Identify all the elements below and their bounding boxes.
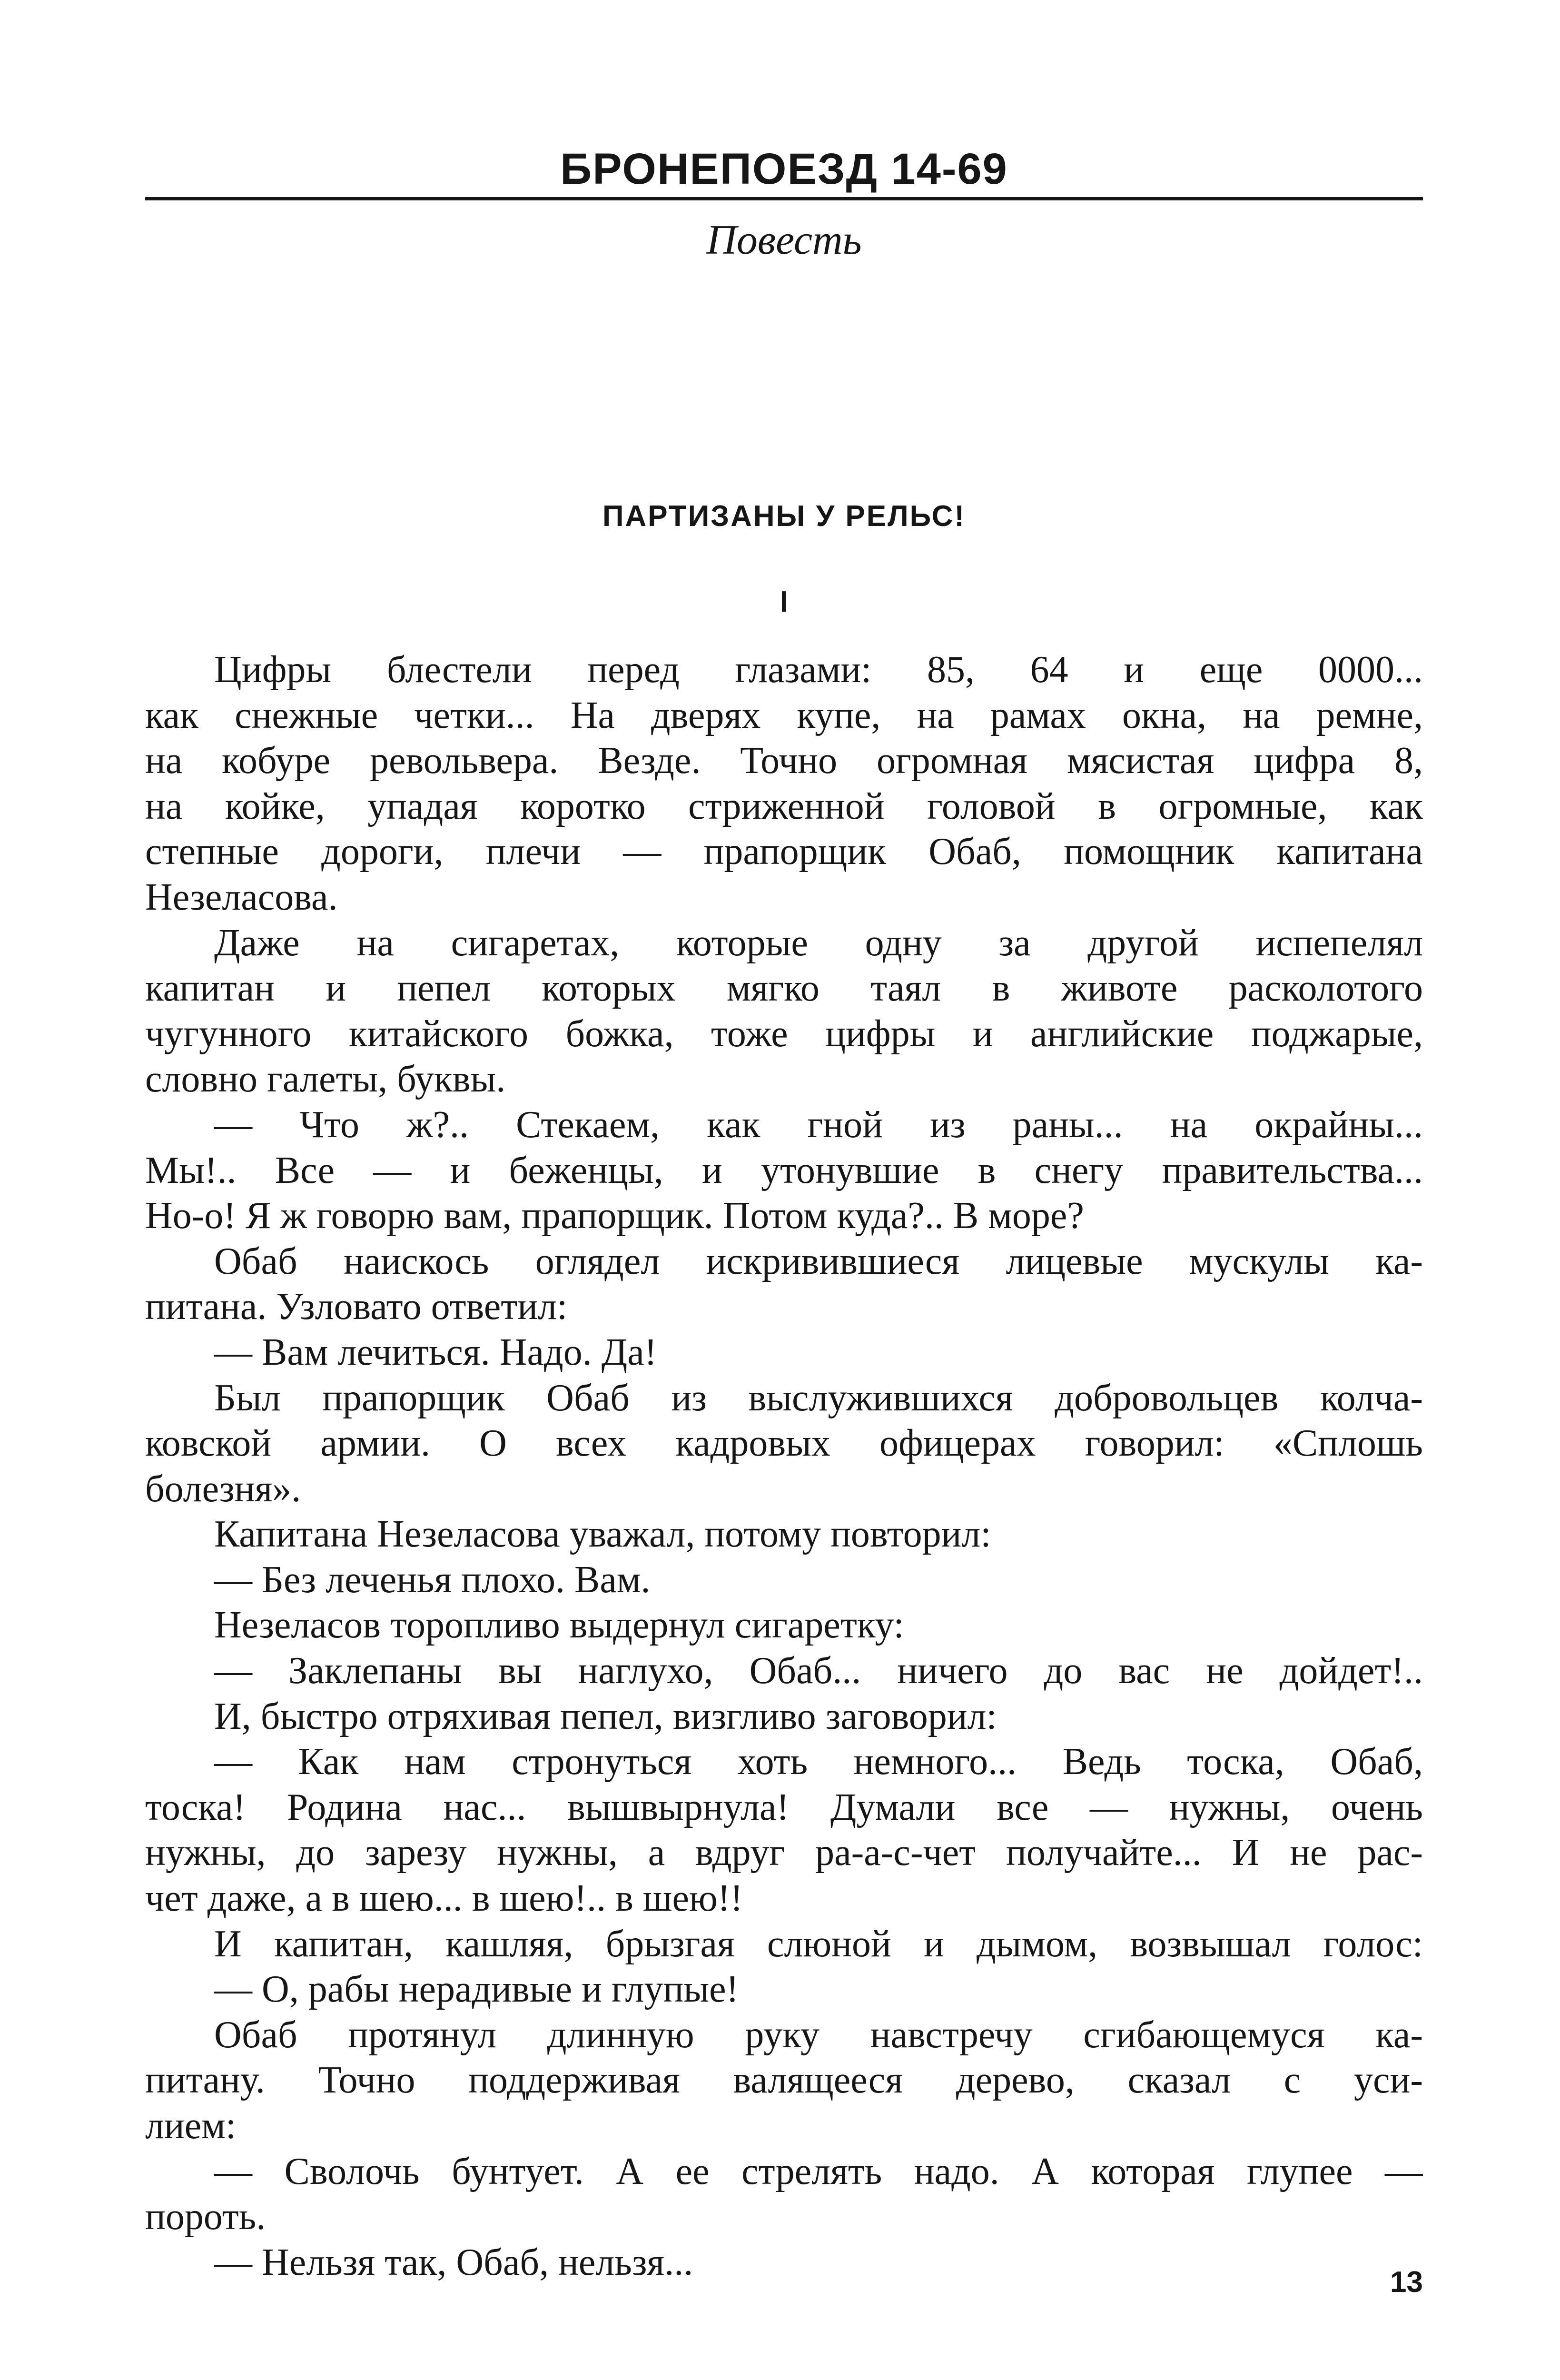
- text-line: тоска! Родина нас... вышвырнула! Думали все — нужны, очень: [145, 1786, 1423, 1828]
- text-line: Даже на сигаретах, которые одну за другой испепелял: [214, 922, 1423, 964]
- text-line: питану. Точно поддерживая валящееся дерево, сказал с уси-: [145, 2059, 1423, 2102]
- text-line: Цифры блестели перед глазами: 85, 64 и еще 0000...: [214, 649, 1423, 691]
- text-line: на койке, упадая коротко стриженной головой в огромные, как: [145, 785, 1423, 827]
- page-number: 13: [1390, 2266, 1423, 2299]
- genre-subtitle: Повесть: [706, 217, 862, 263]
- book-title: БРОНЕПОЕЗД 14-69: [560, 145, 1008, 193]
- text-line: Был прапорщик Обаб из выслужившихся добровольцев колча-: [214, 1377, 1423, 1419]
- text-line: Обаб наискось оглядел искривившиеся лицевые мускулы ка-: [214, 1240, 1423, 1282]
- text-line: Незеласова.: [145, 876, 338, 918]
- text-line: лием:: [145, 2105, 237, 2147]
- text-line: болезня».: [145, 1468, 301, 1510]
- text-line: питана. Узловато ответил:: [145, 1286, 568, 1328]
- text-line: — Что ж?.. Стекаем, как гной из раны... на окрайны...: [214, 1103, 1423, 1146]
- text-line: нужны, до зарезу нужны, а вдруг ра-а-с-чет получайте... И не рас-: [145, 1832, 1423, 1874]
- text-line: — Без леченья плохо. Вам.: [214, 1558, 651, 1601]
- text-line: степные дороги, плечи — прапорщик Обаб, помощник капитана: [145, 831, 1423, 873]
- text-line: как снежные четки... На дверях купе, на рамах окна, на ремне,: [145, 694, 1423, 736]
- text-line: — Нельзя так, Обаб, нельзя...: [214, 2241, 693, 2283]
- text-line: Мы!.. Все — и беженцы, и утонувшие в снегу правительства...: [145, 1149, 1423, 1191]
- text-line: — Как нам стронуться хоть немного... Ведь тоска, Обаб,: [214, 1741, 1423, 1783]
- chapter-number: I: [780, 585, 789, 618]
- text-line: пороть.: [145, 2196, 266, 2238]
- title-rule: [145, 197, 1423, 200]
- text-line: — О, рабы нерадивые и глупые!: [214, 1968, 739, 2011]
- text-line: — Сволочь бунтует. А ее стрелять надо. А которая глупее —: [214, 2150, 1423, 2192]
- text-line: словно галеты, буквы.: [145, 1058, 506, 1101]
- body-text: [145, 647, 1423, 2285]
- text-line: ковской армии. О всех кадровых офицерах говорил: «Сплошь: [145, 1422, 1423, 1465]
- text-line: Капитана Незеласова уважал, потому повторил:: [214, 1513, 991, 1556]
- chapter-title: ПАРТИЗАНЫ У РЕЛЬС!: [602, 500, 966, 533]
- text-line: на кобуре револьвера. Везде. Точно огромная мясистая цифра 8,: [145, 740, 1423, 782]
- text-line: чет даже, а в шею... в шею!.. в шею!!: [145, 1877, 743, 1920]
- text-line: И, быстро отряхивая пепел, визгливо заговорил:: [214, 1695, 997, 1737]
- text-line: чугунного китайского божка, тоже цифры и английские поджарые,: [145, 1012, 1423, 1055]
- book-page: [145, 129, 1423, 2299]
- text-line: капитан и пепел которых мягко таял в животе расколотого: [145, 967, 1423, 1010]
- text-line: — Вам лечиться. Надо. Да!: [214, 1331, 657, 1373]
- text-line: — Заклепаны вы наглухо, Обаб... ничего до вас не дойдет!..: [214, 1650, 1423, 1692]
- text-line: Обаб протянул длинную руку навстречу сгибающемуся ка-: [214, 2013, 1423, 2056]
- text-line: И капитан, кашляя, брызгая слюной и дымом, возвышал голос:: [214, 1923, 1423, 1965]
- text-line: Но-о! Я ж говорю вам, прапорщик. Потом куда?.. В море?: [145, 1195, 1084, 1237]
- text-line: Незеласов торопливо выдернул сигаретку:: [214, 1604, 904, 1646]
